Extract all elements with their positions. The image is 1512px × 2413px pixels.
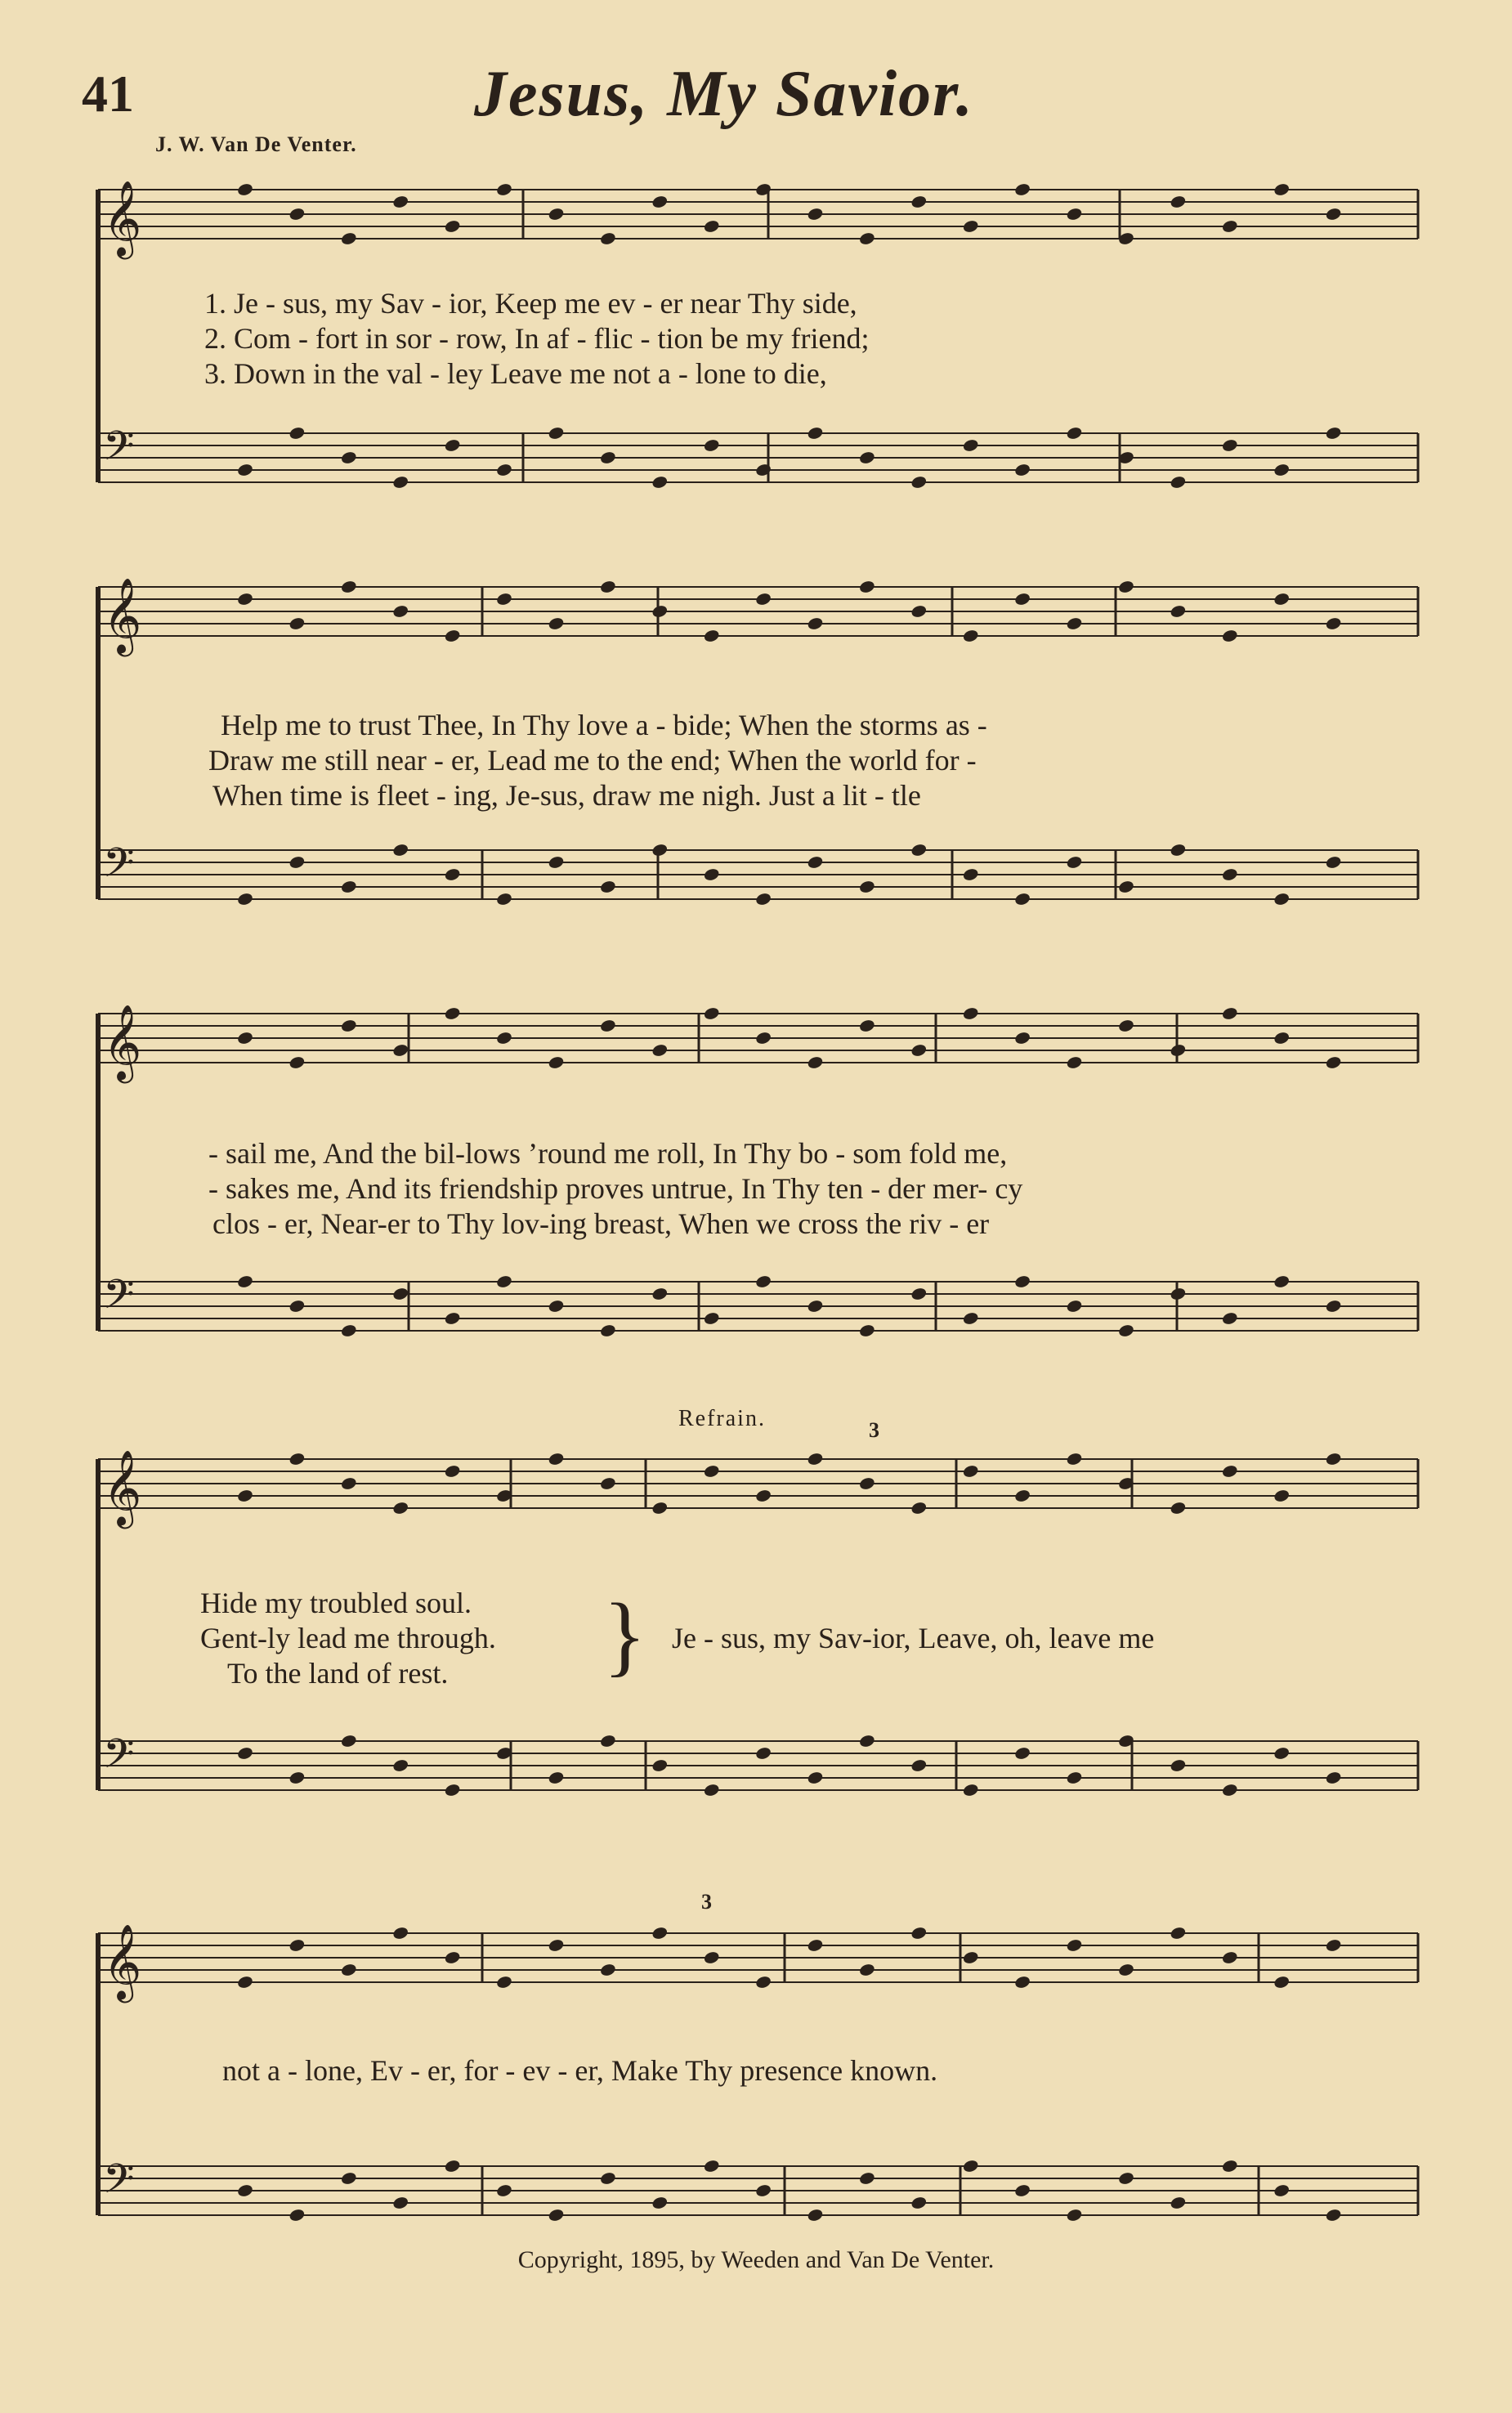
note-head — [651, 195, 669, 209]
hymn-title: Jesus, My Savior. — [474, 58, 974, 130]
note-head — [1170, 1926, 1187, 1941]
note-head — [962, 219, 979, 234]
note-head — [236, 592, 253, 607]
note-head — [1273, 1489, 1291, 1503]
note-head — [858, 1018, 875, 1033]
refrain-label: Refrain. — [678, 1406, 766, 1431]
note-head — [807, 855, 824, 870]
note-head — [962, 1464, 979, 1479]
note-head — [703, 1464, 720, 1479]
note-head — [599, 1323, 616, 1338]
note-head — [236, 1746, 253, 1761]
note-head — [392, 195, 409, 209]
note-head — [651, 2196, 669, 2210]
note-head — [807, 1299, 824, 1314]
bass-clef: 𝄢 — [103, 839, 135, 897]
system4-lyric-verse2: Gent-ly lead me through. — [200, 1622, 496, 1654]
note-head — [1170, 1758, 1187, 1773]
note-head — [289, 426, 306, 441]
note-head — [1221, 629, 1238, 643]
note-head — [703, 1006, 720, 1021]
system1-lyric-verse2: 2. Com - fort in sor - row, In af - flic - tion be my friend; — [204, 322, 870, 355]
note-head — [1013, 1489, 1031, 1503]
note-head — [1273, 592, 1291, 607]
note-head — [1325, 1938, 1342, 1953]
note-head — [858, 1963, 875, 1977]
note-head — [340, 1018, 357, 1033]
note-head — [754, 1975, 772, 1990]
note-head — [599, 2171, 616, 2186]
note-head — [1221, 2159, 1238, 2173]
note-head — [858, 2171, 875, 2186]
note-head — [548, 426, 565, 441]
note-head — [651, 1043, 669, 1058]
note-head — [1221, 1006, 1238, 1021]
note-head — [651, 1501, 669, 1515]
note-head — [1273, 182, 1291, 197]
note-head — [599, 1018, 616, 1033]
note-head — [703, 219, 720, 234]
note-head — [754, 1274, 772, 1289]
note-head — [754, 892, 772, 907]
note-head — [858, 880, 875, 894]
system2-lyric-verse1: Help me to trust Thee, In Thy love a - bide; When the storms as - — [221, 709, 987, 741]
note-head — [858, 231, 875, 246]
note-head — [1221, 867, 1238, 882]
note-head — [289, 1938, 306, 1953]
note-head — [444, 438, 461, 453]
note-head — [289, 1452, 306, 1466]
note-head — [1013, 892, 1031, 907]
note-head — [1066, 207, 1083, 222]
note-head — [962, 867, 979, 882]
note-head — [444, 867, 461, 882]
note-head — [340, 231, 357, 246]
note-head — [1221, 219, 1238, 234]
note-head — [703, 1783, 720, 1797]
refrain-lyric: Je - sus, my Sav-ior, Leave, oh, leave me — [672, 1622, 1155, 1654]
note-head — [754, 2183, 772, 2198]
triplet-mark: 3 — [869, 1418, 879, 1442]
note-head — [599, 1734, 616, 1748]
note-head — [548, 207, 565, 222]
triplet-mark-2: 3 — [701, 1890, 712, 1914]
note-head — [548, 616, 565, 631]
note-head — [1273, 2183, 1291, 2198]
note-head — [754, 592, 772, 607]
note-head — [1066, 1055, 1083, 1070]
note-head — [289, 207, 306, 222]
note-head — [236, 1489, 253, 1503]
note-head — [495, 463, 512, 477]
note-head — [1066, 855, 1083, 870]
note-head — [444, 219, 461, 234]
note-head — [392, 2196, 409, 2210]
note-head — [289, 1299, 306, 1314]
treble-clef: 𝄞 — [103, 1449, 142, 1525]
note-head — [548, 1299, 565, 1314]
treble-clef: 𝄞 — [103, 577, 142, 653]
note-head — [444, 1950, 461, 1965]
note-head — [599, 880, 616, 894]
note-head — [962, 1311, 979, 1326]
note-head — [1325, 855, 1342, 870]
note-head — [1013, 463, 1031, 477]
note-head — [340, 1963, 357, 1977]
note-head — [392, 843, 409, 857]
note-head — [1066, 1938, 1083, 1953]
note-head — [1273, 1031, 1291, 1045]
note-head — [392, 604, 409, 619]
note-head — [1170, 843, 1187, 857]
note-head — [703, 1311, 720, 1326]
note-head — [1273, 1975, 1291, 1990]
verse-brace: } — [603, 1585, 646, 1685]
note-head — [289, 2208, 306, 2223]
note-head — [340, 1734, 357, 1748]
note-head — [599, 580, 616, 594]
note-head — [1273, 1746, 1291, 1761]
note-head — [392, 1758, 409, 1773]
note-head — [340, 1476, 357, 1491]
note-head — [1013, 182, 1031, 197]
note-head — [340, 1323, 357, 1338]
note-head — [962, 1783, 979, 1797]
note-head — [1221, 438, 1238, 453]
note-head — [1325, 616, 1342, 631]
note-head — [1325, 1771, 1342, 1785]
note-head — [1117, 880, 1134, 894]
note-head — [1325, 1299, 1342, 1314]
note-head — [703, 867, 720, 882]
note-head — [1325, 2208, 1342, 2223]
note-head — [1066, 616, 1083, 631]
note-head — [548, 855, 565, 870]
note-head — [236, 1031, 253, 1045]
note-head — [807, 1055, 824, 1070]
note-head — [1273, 892, 1291, 907]
note-head — [548, 1452, 565, 1466]
note-head — [1117, 1963, 1134, 1977]
note-head — [962, 1006, 979, 1021]
note-head — [236, 182, 253, 197]
note-head — [236, 463, 253, 477]
note-head — [651, 843, 669, 857]
note-head — [1170, 475, 1187, 490]
note-head — [703, 2159, 720, 2173]
note-head — [1170, 1501, 1187, 1515]
note-head — [1117, 1323, 1134, 1338]
note-head — [1013, 1746, 1031, 1761]
note-head — [340, 2171, 357, 2186]
note-head — [392, 1926, 409, 1941]
note-head — [444, 1464, 461, 1479]
note-head — [1013, 1031, 1031, 1045]
note-head — [1273, 463, 1291, 477]
note-head — [289, 1771, 306, 1785]
note-head — [1325, 426, 1342, 441]
note-head — [754, 1031, 772, 1045]
note-head — [754, 463, 772, 477]
note-head — [1273, 1274, 1291, 1289]
note-head — [962, 1950, 979, 1965]
note-head — [807, 1771, 824, 1785]
system4-lyric-verse3: To the land of rest. — [227, 1657, 449, 1690]
note-head — [392, 1043, 409, 1058]
system2-lyric-verse2: Draw me still near - er, Lead me to the end; When the world for - — [208, 744, 977, 777]
note-head — [495, 182, 512, 197]
note-head — [858, 1734, 875, 1748]
system1-lyric-verse3: 3. Down in the val - ley Leave me not a - lone to die, — [204, 357, 827, 390]
note-head — [910, 1758, 928, 1773]
note-head — [289, 616, 306, 631]
system1-lyric-verse1: 1. Je - sus, my Sav - ior, Keep me ev - er near Thy side, — [204, 287, 857, 320]
treble-clef: 𝄞 — [103, 180, 142, 256]
clefs — [103, 180, 141, 2213]
note-head — [495, 1031, 512, 1045]
note-head — [651, 1926, 669, 1941]
note-head — [548, 2208, 565, 2223]
note-head — [910, 1926, 928, 1941]
note-head — [599, 450, 616, 465]
note-head — [1066, 1771, 1083, 1785]
note-head — [910, 604, 928, 619]
note-head — [754, 1489, 772, 1503]
bass-clef: 𝄢 — [103, 2156, 135, 2213]
note-head — [754, 1746, 772, 1761]
note-head — [236, 1975, 253, 1990]
treble-clef: 𝄞 — [103, 1004, 142, 1080]
note-head — [1066, 1299, 1083, 1314]
note-head — [599, 231, 616, 246]
note-head — [1325, 1452, 1342, 1466]
note-head — [1221, 1464, 1238, 1479]
note-head — [910, 1501, 928, 1515]
note-head — [910, 1043, 928, 1058]
note-head — [495, 1975, 512, 1990]
note-head — [599, 1476, 616, 1491]
note-head — [444, 2159, 461, 2173]
note-head — [703, 1950, 720, 1965]
note-head — [1221, 1950, 1238, 1965]
note-head — [1013, 1274, 1031, 1289]
note-head — [651, 1758, 669, 1773]
note-head — [599, 1963, 616, 1977]
note-head — [1117, 2171, 1134, 2186]
note-head — [1170, 2196, 1187, 2210]
copyright-notice: Copyright, 1895, by Weeden and Van De Venter. — [517, 2246, 995, 2273]
note-head — [1170, 604, 1187, 619]
note-head — [910, 475, 928, 490]
note-head — [858, 1476, 875, 1491]
note-head — [289, 855, 306, 870]
note-head — [807, 616, 824, 631]
note-head — [1013, 1975, 1031, 1990]
note-head — [807, 1452, 824, 1466]
note-head — [807, 207, 824, 222]
note-head — [495, 2183, 512, 2198]
note-head — [651, 1287, 669, 1301]
note-head — [1221, 1783, 1238, 1797]
note-head — [444, 1783, 461, 1797]
note-head — [1066, 1452, 1083, 1466]
bass-clef: 𝄢 — [103, 423, 135, 480]
hymn-number: 41 — [82, 65, 134, 123]
note-head — [289, 1055, 306, 1070]
note-head — [651, 604, 669, 619]
system4-lyric-verse1: Hide my troubled soul. — [200, 1587, 472, 1619]
note-head — [807, 1938, 824, 1953]
note-head — [340, 880, 357, 894]
bass-clef: 𝄢 — [103, 1271, 135, 1328]
note-head — [1117, 1018, 1134, 1033]
note-head — [340, 450, 357, 465]
note-head — [910, 195, 928, 209]
note-head — [1325, 1055, 1342, 1070]
note-head — [495, 592, 512, 607]
note-head — [548, 1055, 565, 1070]
bass-clef: 𝄢 — [103, 1730, 135, 1788]
note-head — [444, 1311, 461, 1326]
note-head — [1170, 195, 1187, 209]
note-head — [703, 438, 720, 453]
note-head — [548, 1938, 565, 1953]
note-head — [1013, 592, 1031, 607]
treble-clef: 𝄞 — [103, 1923, 142, 1999]
note-head — [910, 2196, 928, 2210]
system2-lyric-verse3: When time is fleet - ing, Je-sus, draw me nigh. Just a lit - tle — [212, 779, 921, 812]
note-head — [392, 1501, 409, 1515]
system3-lyric-verse2: - sakes me, And its friendship proves untrue, In Thy ten - der mer- cy — [208, 1172, 1023, 1205]
note-head — [962, 2159, 979, 2173]
system3-lyric-verse3: clos - er, Near-er to Thy lov-ing breast, When we cross the riv - er — [212, 1207, 990, 1240]
note-head — [392, 475, 409, 490]
note-head — [858, 580, 875, 594]
note-head — [444, 1006, 461, 1021]
note-head — [807, 426, 824, 441]
note-head — [858, 450, 875, 465]
note-head — [495, 892, 512, 907]
note-head — [236, 2183, 253, 2198]
note-head — [1066, 426, 1083, 441]
note-head — [754, 182, 772, 197]
note-head — [910, 843, 928, 857]
note-head — [962, 629, 979, 643]
system5-lyric: not a - lone, Ev - er, for - ev - er, Make Thy presence known. — [222, 2054, 938, 2087]
note-head — [495, 1274, 512, 1289]
note-head — [340, 580, 357, 594]
system3-lyric-verse1: - sail me, And the bil-lows ’round me roll, In Thy bo - som fold me, — [208, 1137, 1008, 1170]
note-head — [1013, 2183, 1031, 2198]
note-head — [548, 1771, 565, 1785]
note-head — [236, 1274, 253, 1289]
note-head — [1325, 207, 1342, 222]
note-head — [1221, 1311, 1238, 1326]
note-head — [1066, 2208, 1083, 2223]
note-head — [703, 629, 720, 643]
note-head — [858, 1323, 875, 1338]
note-head — [962, 438, 979, 453]
note-head — [392, 1287, 409, 1301]
note-head — [651, 475, 669, 490]
note-head — [910, 1287, 928, 1301]
note-head — [444, 629, 461, 643]
composer-credit: J. W. Van De Venter. — [155, 132, 357, 156]
note-head — [807, 2208, 824, 2223]
note-head — [1117, 580, 1134, 594]
note-head — [236, 892, 253, 907]
